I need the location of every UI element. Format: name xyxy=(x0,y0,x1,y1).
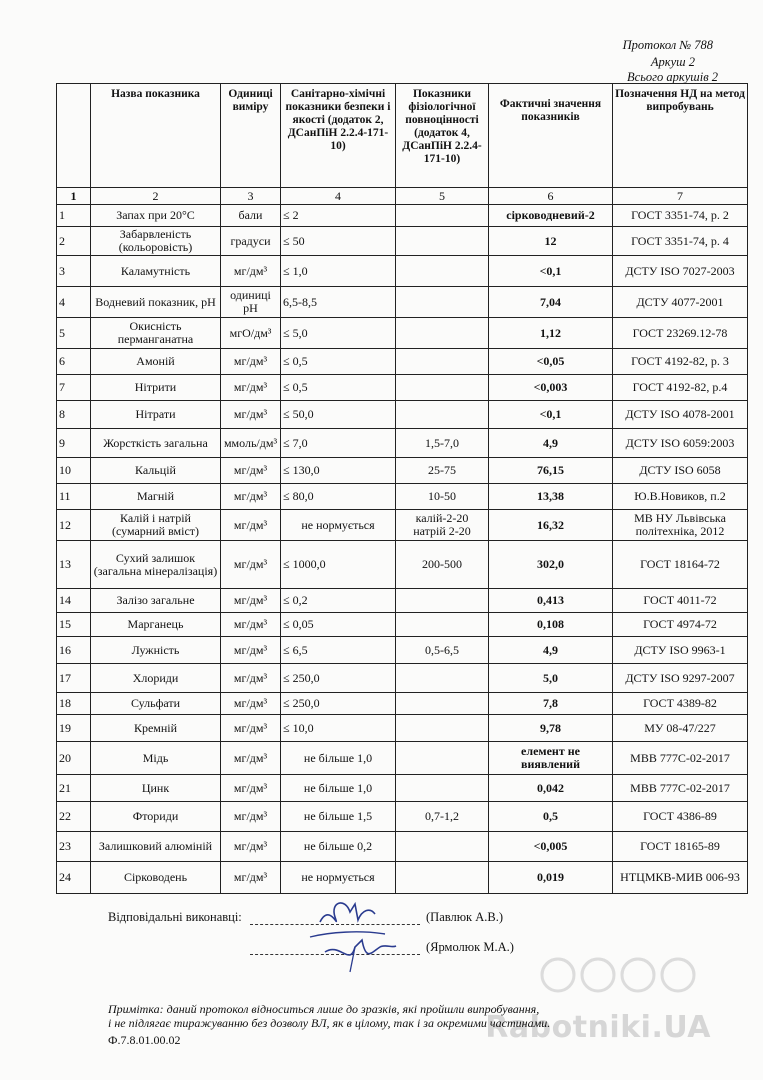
test-method: ГОСТ 4386-89 xyxy=(613,802,748,832)
actual-value: 12 xyxy=(489,227,613,256)
unit: мг/дм³ xyxy=(221,693,281,715)
actual-value: <0,1 xyxy=(489,401,613,429)
actual-value: 0,5 xyxy=(489,802,613,832)
unit: мг/дм³ xyxy=(221,862,281,894)
indicator-name: Амоній xyxy=(91,349,221,375)
watermark-workers-icon xyxy=(533,935,703,1005)
row-number: 5 xyxy=(57,318,91,349)
sanitary-norm: ≤ 250,0 xyxy=(281,664,396,693)
indicator-name: Нітрати xyxy=(91,401,221,429)
test-method: ГОСТ 18165-89 xyxy=(613,832,748,862)
actual-value: сірководневий-2 xyxy=(489,205,613,227)
test-method: НТЦМКВ-МИВ 006-93 xyxy=(613,862,748,894)
row-number: 18 xyxy=(57,693,91,715)
actual-value: 0,019 xyxy=(489,862,613,894)
sanitary-norm: ≤ 130,0 xyxy=(281,458,396,484)
indicator-name: Кальцій xyxy=(91,458,221,484)
physiological-norm: 0,7-1,2 xyxy=(396,802,489,832)
row-number: 9 xyxy=(57,429,91,458)
physiological-norm xyxy=(396,375,489,401)
table-row xyxy=(57,589,748,613)
physiological-norm: 10-50 xyxy=(396,484,489,510)
executor-2: (Ярмолюк М.А.) xyxy=(426,940,514,954)
row-number: 21 xyxy=(57,775,91,802)
indicator-name: Залишковий алюміній xyxy=(91,832,221,862)
row-number: 2 xyxy=(57,227,91,256)
note-line2: і не підлягає тиражуванню без дозволу ВЛ, як в цілому, так і за окремими частинами. xyxy=(108,1016,551,1030)
row-number: 4 xyxy=(57,287,91,318)
note xyxy=(108,1002,708,1030)
row-number: 23 xyxy=(57,832,91,862)
form-code: Ф.7.8.01.00.02 xyxy=(108,1033,181,1047)
physiological-norm: 200-500 xyxy=(396,541,489,589)
row-number: 7 xyxy=(57,375,91,401)
row-number: 14 xyxy=(57,589,91,613)
table-row xyxy=(57,664,748,693)
sanitary-norm: ≤ 1000,0 xyxy=(281,541,396,589)
actual-value: 0,108 xyxy=(489,613,613,637)
results-table xyxy=(56,83,748,894)
header-number xyxy=(57,84,91,188)
physiological-norm xyxy=(396,227,489,256)
test-method: ГОСТ 18164-72 xyxy=(613,541,748,589)
unit: мг/дм³ xyxy=(221,401,281,429)
protocol-number: Протокол № 788 xyxy=(622,38,713,52)
indicator-name: Калій і натрій (сумарний вміст) xyxy=(91,510,221,541)
test-method: ДСТУ ISO 4078-2001 xyxy=(613,401,748,429)
note-prefix: Примітка: xyxy=(108,1002,164,1016)
col-number: 1 xyxy=(57,188,91,205)
test-method: ГОСТ 4192-82, р. 3 xyxy=(613,349,748,375)
test-method: МВВ 777С-02-2017 xyxy=(613,775,748,802)
actual-value: 0,413 xyxy=(489,589,613,613)
test-method: ГОСТ 3351-74, р. 2 xyxy=(613,205,748,227)
unit: мг/дм³ xyxy=(221,742,281,775)
sheet-number: Аркуш 2 xyxy=(650,55,695,69)
actual-value: 13,38 xyxy=(489,484,613,510)
physiological-norm: 25-75 xyxy=(396,458,489,484)
physiological-norm: калій-2-20 натрій 2-20 xyxy=(396,510,489,541)
unit: мг/дм³ xyxy=(221,510,281,541)
indicator-name: Сірководень xyxy=(91,862,221,894)
header-name: Назва показника xyxy=(91,84,221,188)
table-row xyxy=(57,227,748,256)
unit: градуси xyxy=(221,227,281,256)
unit: мг/дм³ xyxy=(221,256,281,287)
indicator-name: Магній xyxy=(91,484,221,510)
table-row xyxy=(57,401,748,429)
test-method: ДСТУ ISO 9297-2007 xyxy=(613,664,748,693)
col-number: 7 xyxy=(613,188,748,205)
physiological-norm xyxy=(396,401,489,429)
sanitary-norm: не більше 1,5 xyxy=(281,802,396,832)
actual-value: 5,0 xyxy=(489,664,613,693)
table-row xyxy=(57,458,748,484)
table-row xyxy=(57,715,748,742)
unit: мг/дм³ xyxy=(221,802,281,832)
physiological-norm xyxy=(396,589,489,613)
unit: мг/дм³ xyxy=(221,375,281,401)
indicator-name: Сухий залишок (загальна мінералізація) xyxy=(91,541,221,589)
actual-value: <0,003 xyxy=(489,375,613,401)
actual-value: елемент не виявлений xyxy=(489,742,613,775)
sanitary-norm: ≤ 2 xyxy=(281,205,396,227)
test-method: ДСТУ 4077-2001 xyxy=(613,287,748,318)
actual-value: 7,8 xyxy=(489,693,613,715)
test-method: МУ 08-47/227 xyxy=(613,715,748,742)
indicator-name: Лужність xyxy=(91,637,221,664)
sanitary-norm: ≤ 5,0 xyxy=(281,318,396,349)
unit: мг/дм³ xyxy=(221,541,281,589)
actual-value: <0,005 xyxy=(489,832,613,862)
indicator-name: Окисність перманганатна xyxy=(91,318,221,349)
indicator-name: Цинк xyxy=(91,775,221,802)
signature-scribble xyxy=(300,892,420,977)
unit: мг/дм³ xyxy=(221,715,281,742)
unit: бали xyxy=(221,205,281,227)
header-actual: Фактичні значення показників xyxy=(489,84,613,188)
row-number: 22 xyxy=(57,802,91,832)
header-unit: Одиниці виміру xyxy=(221,84,281,188)
actual-value: 16,32 xyxy=(489,510,613,541)
sanitary-norm: ≤ 10,0 xyxy=(281,715,396,742)
column-number-row xyxy=(57,188,748,205)
table-row xyxy=(57,637,748,664)
indicator-name: Залізо загальне xyxy=(91,589,221,613)
test-method: Ю.В.Новиков, п.2 xyxy=(613,484,748,510)
table-row xyxy=(57,613,748,637)
sanitary-norm: ≤ 1,0 xyxy=(281,256,396,287)
indicator-name: Каламутність xyxy=(91,256,221,287)
table-row xyxy=(57,287,748,318)
sanitary-norm: ≤ 6,5 xyxy=(281,637,396,664)
actual-value: <0,05 xyxy=(489,349,613,375)
indicator-name: Жорсткість загальна xyxy=(91,429,221,458)
sanitary-norm: не нормується xyxy=(281,862,396,894)
physiological-norm: 1,5-7,0 xyxy=(396,429,489,458)
table-row xyxy=(57,429,748,458)
header-sanitary: Санітарно-хімічні показники безпеки і якості (додаток 2, ДСанПіН 2.2.4-171-10) xyxy=(281,84,396,188)
row-number: 19 xyxy=(57,715,91,742)
test-method: ГОСТ 4011-72 xyxy=(613,589,748,613)
actual-value: 9,78 xyxy=(489,715,613,742)
table-row xyxy=(57,832,748,862)
sanitary-norm: не більше 1,0 xyxy=(281,742,396,775)
unit: мг/дм³ xyxy=(221,775,281,802)
physiological-norm xyxy=(396,664,489,693)
row-number: 15 xyxy=(57,613,91,637)
col-number: 5 xyxy=(396,188,489,205)
indicator-name: Хлориди xyxy=(91,664,221,693)
unit: мг/дм³ xyxy=(221,589,281,613)
sanitary-norm: ≤ 250,0 xyxy=(281,693,396,715)
sanitary-norm: не більше 1,0 xyxy=(281,775,396,802)
unit: мг/дм³ xyxy=(221,832,281,862)
test-method: ДСТУ ISO 7027-2003 xyxy=(613,256,748,287)
sanitary-norm: ≤ 0,05 xyxy=(281,613,396,637)
indicator-name: Запах при 20°С xyxy=(91,205,221,227)
physiological-norm xyxy=(396,742,489,775)
test-method: ГОСТ 4974-72 xyxy=(613,613,748,637)
col-number: 4 xyxy=(281,188,396,205)
sanitary-norm: ≤ 0,2 xyxy=(281,589,396,613)
physiological-norm xyxy=(396,715,489,742)
actual-value: 302,0 xyxy=(489,541,613,589)
physiological-norm: 0,5-6,5 xyxy=(396,637,489,664)
table-row xyxy=(57,375,748,401)
indicator-name: Кремній xyxy=(91,715,221,742)
sanitary-norm: 6,5-8,5 xyxy=(281,287,396,318)
sanitary-norm: не більше 0,2 xyxy=(281,832,396,862)
physiological-norm xyxy=(396,287,489,318)
sanitary-norm: ≤ 80,0 xyxy=(281,484,396,510)
table-row xyxy=(57,742,748,775)
table-row xyxy=(57,541,748,589)
indicator-name: Марганець xyxy=(91,613,221,637)
test-method: ГОСТ 4192-82, р.4 xyxy=(613,375,748,401)
row-number: 3 xyxy=(57,256,91,287)
table-row xyxy=(57,775,748,802)
test-method: ГОСТ 3351-74, р. 4 xyxy=(613,227,748,256)
sanitary-norm: ≤ 0,5 xyxy=(281,375,396,401)
unit: мг/дм³ xyxy=(221,613,281,637)
table-row xyxy=(57,349,748,375)
row-number: 12 xyxy=(57,510,91,541)
unit: мг/дм³ xyxy=(221,664,281,693)
row-number: 20 xyxy=(57,742,91,775)
indicator-name: Сульфати xyxy=(91,693,221,715)
test-method: МВ НУ Львівська політехніка, 2012 xyxy=(613,510,748,541)
actual-value: 7,04 xyxy=(489,287,613,318)
watermark: Rabotniki.UA xyxy=(485,1010,711,1045)
physiological-norm xyxy=(396,862,489,894)
unit: мгО/дм³ xyxy=(221,318,281,349)
note-text: даний протокол відноситься лише до зразків, які пройшли випробування, xyxy=(163,1002,540,1016)
indicator-name: Фториди xyxy=(91,802,221,832)
row-number: 1 xyxy=(57,205,91,227)
physiological-norm xyxy=(396,693,489,715)
header-physiological: Показники фізіологічної повноцінності (додаток 4, ДСанПіН 2.2.4-171-10) xyxy=(396,84,489,188)
row-number: 16 xyxy=(57,637,91,664)
sanitary-norm: не нормується xyxy=(281,510,396,541)
col-number: 6 xyxy=(489,188,613,205)
col-number: 2 xyxy=(91,188,221,205)
actual-value: 1,12 xyxy=(489,318,613,349)
test-method: ДСТУ ISO 6059:2003 xyxy=(613,429,748,458)
actual-value: <0,1 xyxy=(489,256,613,287)
actual-value: 0,042 xyxy=(489,775,613,802)
table-row xyxy=(57,802,748,832)
physiological-norm xyxy=(396,205,489,227)
unit: мг/дм³ xyxy=(221,349,281,375)
indicator-name: Нітрити xyxy=(91,375,221,401)
row-number: 11 xyxy=(57,484,91,510)
col-number: 3 xyxy=(221,188,281,205)
actual-value: 76,15 xyxy=(489,458,613,484)
indicator-name: Забарвленість (кольоровість) xyxy=(91,227,221,256)
table-row xyxy=(57,318,748,349)
physiological-norm xyxy=(396,613,489,637)
test-method: ДСТУ ISO 6058 xyxy=(613,458,748,484)
table-row xyxy=(57,693,748,715)
row-number: 6 xyxy=(57,349,91,375)
row-number: 10 xyxy=(57,458,91,484)
sanitary-norm: ≤ 7,0 xyxy=(281,429,396,458)
unit: ммоль/дм³ xyxy=(221,429,281,458)
sanitary-norm: ≤ 50 xyxy=(281,227,396,256)
table-header-row xyxy=(57,84,748,188)
indicator-name: Водневий показник, pH xyxy=(91,287,221,318)
unit: мг/дм³ xyxy=(221,484,281,510)
signatures-label: Відповідальні виконавці: xyxy=(108,910,242,924)
sanitary-norm: ≤ 0,5 xyxy=(281,349,396,375)
test-method: ГОСТ 4389-82 xyxy=(613,693,748,715)
row-number: 13 xyxy=(57,541,91,589)
physiological-norm xyxy=(396,775,489,802)
executor-1: (Павлюк А.В.) xyxy=(426,910,504,924)
actual-value: 4,9 xyxy=(489,637,613,664)
row-number: 17 xyxy=(57,664,91,693)
physiological-norm xyxy=(396,832,489,862)
table-body xyxy=(57,205,748,894)
test-method: ДСТУ ISO 9963-1 xyxy=(613,637,748,664)
header-method: Позначення НД на метод випробувань xyxy=(613,84,748,188)
table-row xyxy=(57,484,748,510)
row-number: 8 xyxy=(57,401,91,429)
indicator-name: Мідь xyxy=(91,742,221,775)
table-row xyxy=(57,256,748,287)
unit: одиниці pH xyxy=(221,287,281,318)
total-sheets: Всього аркушів 2 xyxy=(627,70,718,84)
row-number: 24 xyxy=(57,862,91,894)
sanitary-norm: ≤ 50,0 xyxy=(281,401,396,429)
physiological-norm xyxy=(396,349,489,375)
actual-value: 4,9 xyxy=(489,429,613,458)
test-method: ГОСТ 23269.12-78 xyxy=(613,318,748,349)
unit: мг/дм³ xyxy=(221,458,281,484)
physiological-norm xyxy=(396,318,489,349)
table-row xyxy=(57,205,748,227)
unit: мг/дм³ xyxy=(221,637,281,664)
test-method: МВВ 777С-02-2017 xyxy=(613,742,748,775)
table-row xyxy=(57,862,748,894)
physiological-norm xyxy=(396,256,489,287)
table-row xyxy=(57,510,748,541)
